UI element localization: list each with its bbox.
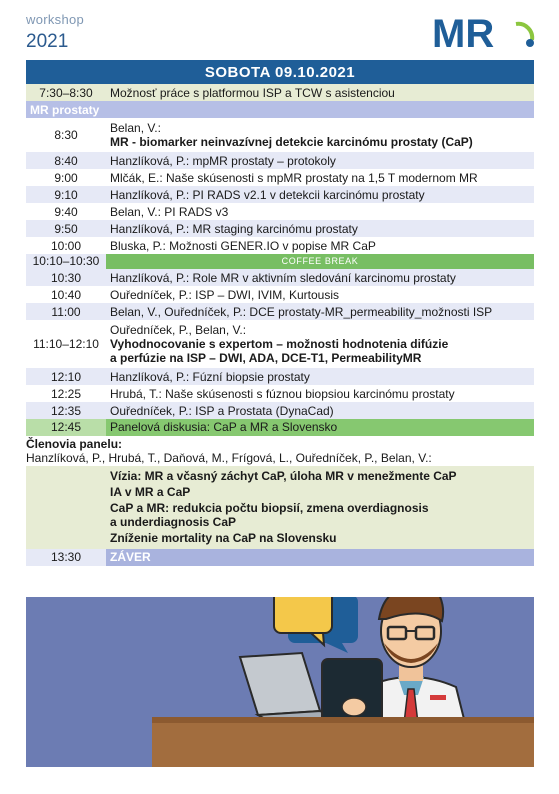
workshop-label: workshop <box>26 12 85 27</box>
panel-topic-line: IA v MR a CaP <box>110 485 191 499</box>
schedule-row <box>26 152 534 169</box>
schedule-row <box>26 286 534 303</box>
schedule-row <box>26 303 534 320</box>
panel-topic-line: a underdiagnosis CaP <box>110 515 237 529</box>
row-text: Možnosť práce s platformou ISP a TCW s asistenciou <box>110 85 395 100</box>
row-time: 9:50 <box>54 221 78 236</box>
row-time: 9:10 <box>54 187 78 202</box>
panel-topic <box>110 501 534 529</box>
section-title: MR prostaty <box>26 101 534 118</box>
row-time: 11:00 <box>51 304 81 319</box>
closing-label: ZÁVER <box>106 549 534 566</box>
panel-topic <box>110 469 534 483</box>
coffee-label: COFFEE BREAK <box>106 254 534 269</box>
speech-bubble-front <box>274 597 332 633</box>
panel-members-names: Hanzlíková, P., Hrubá, T., Daňová, M., Frígová, L., Ouředníček, P., Belan, V.: <box>26 451 432 465</box>
panel-discussion-title: Panelová diskusia: CaP a MR a Slovensko <box>106 419 534 436</box>
schedule-row <box>26 220 534 237</box>
schedule-row <box>26 385 534 402</box>
row-text: Ouředníček, P.: ISP a Prostata (DynaCad) <box>110 403 334 418</box>
row-time: 12:45 <box>26 419 106 436</box>
panel-topic <box>110 485 534 499</box>
schedule-row <box>26 368 534 385</box>
row-time: 8:40 <box>54 153 78 168</box>
row-speaker: Belan, V.: <box>110 121 161 135</box>
row-text: Hanzlíková, P.: PI RADS v2.1 v detekcii karcinómu prostaty <box>110 187 425 202</box>
multi-line-3: a perfúzie na ISP – DWI, ADA, DCE-T1, PermeabilityMR <box>110 351 422 365</box>
day-title: SOBOTA 09.10.2021 <box>26 60 534 84</box>
row-time: 7:30–8:30 <box>39 85 93 100</box>
desk <box>152 723 534 767</box>
closing-time: 13:30 <box>26 549 106 566</box>
row-time: 11:10–12:10 <box>33 337 99 351</box>
schedule-row <box>26 203 534 220</box>
schedule-row <box>26 402 534 419</box>
workshop-year: 2021 <box>26 31 69 52</box>
row-title: MR - biomarker neinvazívnej detekcie karcinómu prostaty (CaP) <box>110 135 473 149</box>
row-text: Belan, V.: PI RADS v3 <box>110 204 229 219</box>
schedule-row <box>26 269 534 286</box>
illustration-art <box>26 597 534 767</box>
row-text: Hanzlíková, P.: MR staging karcinómu prostaty <box>110 221 358 236</box>
row-text: Hanzlíková, P.: mpMR prostaty – protokoly <box>110 153 336 168</box>
row-time: 9:00 <box>54 170 78 185</box>
coffee-break-row <box>26 254 534 269</box>
schedule <box>26 60 534 566</box>
row-time: 12:35 <box>50 403 82 418</box>
schedule-row <box>26 84 534 101</box>
row-text: Ouředníček, P.: ISP – DWI, IVIM, Kurtousis <box>110 287 339 302</box>
row-text: Mlčák, E.: Naše skúsenosti s mpMR prostaty na 1,5 T modernom MR <box>110 170 478 185</box>
schedule-row-multi <box>26 320 534 368</box>
row-time: 12:10 <box>50 369 82 384</box>
row-time: 10:00 <box>50 238 82 253</box>
schedule-row <box>26 186 534 203</box>
panel-topic-line: Vízia: MR a včasný záchyt CaP, úloha MR v menežmente CaP <box>110 469 457 483</box>
panel-members <box>26 436 534 466</box>
multi-line-2: Vyhodnocovanie s expertom – možnosti hodnotenia difúzie <box>110 337 449 351</box>
row-time: 10:40 <box>50 287 82 302</box>
logo-text: MR <box>432 12 495 52</box>
topics-block <box>26 466 534 549</box>
doctor-illustration <box>26 597 534 767</box>
row-text: Hrubá, T.: Naše skúsenosti s fúznou biopsiou karcinómu prostaty <box>110 386 455 401</box>
row-time: 9:40 <box>54 204 78 219</box>
row-text: Hanzlíková, P.: Fúzní biopsie prostaty <box>110 369 310 384</box>
laptop-screen <box>240 653 320 715</box>
row-text: Belan, V., Ouředníček, P.: DCE prostaty-MR_permeability_možnosti ISP <box>110 304 493 319</box>
schedule-row <box>26 118 534 152</box>
panel-topic <box>110 531 534 545</box>
closing-row <box>26 549 534 566</box>
row-time: 12:25 <box>50 386 82 401</box>
coffee-time: 10:10–10:30 <box>26 254 106 269</box>
row-text: Hanzlíková, P.: Role MR v aktivním sledování karcinomu prostaty <box>110 270 456 285</box>
panel-discussion-row <box>26 419 534 436</box>
schedule-row <box>26 237 534 254</box>
mr-logo <box>432 10 538 52</box>
row-time: 8:30 <box>54 128 78 142</box>
row-time: 10:30 <box>50 270 82 285</box>
panel-topic-line: CaP a MR: redukcia počtu biopsií, zmena overdiagnosis <box>110 501 429 515</box>
schedule-row <box>26 169 534 186</box>
panel-members-label: Členovia panelu: <box>26 437 123 451</box>
multi-line-1: Ouředníček, P., Belan, V.: <box>110 323 247 337</box>
desk-edge <box>152 717 534 723</box>
row-text: Bluska, P.: Možnosti GENER.IO v popise MR CaP <box>110 238 376 253</box>
panel-topic-line: Zníženie mortality na CaP na Slovensku <box>110 531 337 545</box>
